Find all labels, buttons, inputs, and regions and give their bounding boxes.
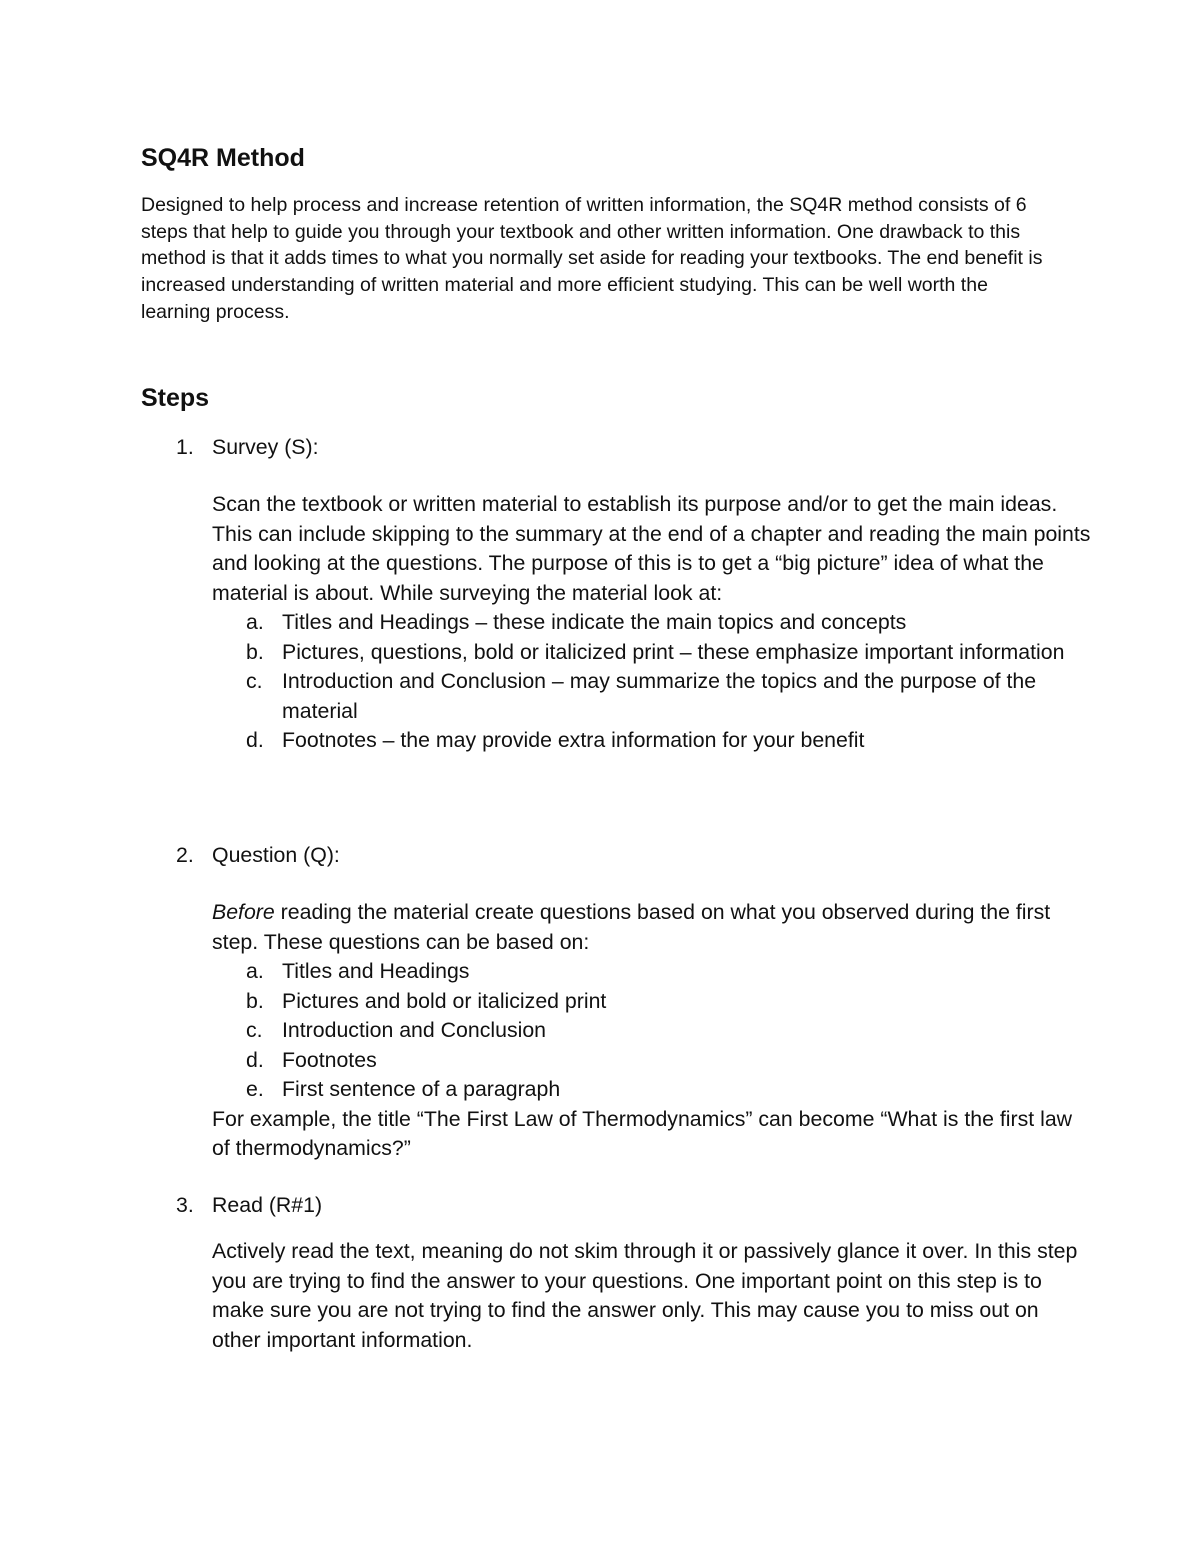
list-item-text: Titles and Headings (282, 959, 470, 983)
list-item-letter: b. (246, 639, 264, 664)
list-item-text: Introduction and Conclusion (282, 1018, 547, 1042)
list-item-text: Titles and Headings – these indicate the main topics and concepts (282, 610, 907, 634)
step-1-content (212, 490, 1092, 756)
step-3-heading (176, 1191, 322, 1221)
list-item-text: Footnotes – the may provide extra information for your benefit (282, 728, 865, 752)
list-item-letter: d. (246, 728, 264, 752)
list-item (212, 1075, 1092, 1105)
step-1-label: Survey (S): (212, 435, 319, 459)
list-item (212, 1016, 1092, 1046)
list-item-text: Introduction and Conclusion – may summarize the topics and the purpose of the material (282, 669, 1037, 723)
step-2-label: Question (Q): (212, 843, 340, 867)
list-item (212, 608, 1092, 638)
list-item-letter: c. (246, 669, 263, 693)
list-item (212, 987, 1092, 1017)
step-3-label: Read (R#1) (212, 1193, 323, 1217)
step-2-body-text: reading the material create questions based on what you observed during the first step. These questions can be based on: (212, 900, 1051, 954)
step-1-number: 1. (176, 435, 194, 459)
step-2-heading (176, 841, 340, 871)
list-item (212, 957, 1092, 987)
steps-heading: Steps (141, 384, 210, 412)
list-item-letter: a. (246, 959, 264, 983)
list-item-text: Footnotes (282, 1047, 377, 1072)
list-item (212, 726, 1092, 756)
list-item-letter: e. (246, 1077, 264, 1101)
step-2-body (212, 898, 1092, 957)
list-item-letter: c. (246, 1018, 263, 1042)
list-item-text: Pictures and bold or italicized print (282, 988, 607, 1013)
step-3-content (212, 1237, 1092, 1355)
step-1-body: Scan the textbook or written material to establish its purpose and/or to get the main ideas. This can include skipping to the summary at the end of a chapter and reading the main points and looking at the questions. The purpose of this is to get a “big picture” idea of what the material is about. While surveying the material look at: (212, 492, 1091, 605)
step-2-list (212, 957, 1092, 1105)
step-1-list (212, 608, 1092, 756)
step-2-body-emphasis: Before (212, 900, 275, 924)
list-item (212, 667, 1092, 726)
step-2-content (212, 898, 1092, 1164)
list-item-text: First sentence of a paragraph (282, 1077, 561, 1101)
step-2-example: For example, the title “The First Law of Thermodynamics” can become “What is the first law of thermodynamics?” (212, 1106, 1073, 1160)
list-item (212, 1046, 1092, 1076)
step-3-body: Actively read the text, meaning do not skim through it or passively glance it over. In this step you are trying to find the answer to your questions. One important point on this step is to make sure you are not trying to find the answer only. This may cause you to miss out on other important information. (212, 1239, 1078, 1352)
step-1-heading (176, 433, 319, 463)
list-item (212, 638, 1092, 668)
document-title: SQ4R Method (141, 144, 305, 172)
list-item-letter: a. (246, 610, 264, 634)
list-item-text: Pictures, questions, bold or italicized print – these emphasize important information (282, 639, 1065, 664)
step-3-number: 3. (176, 1193, 194, 1217)
intro-paragraph: Designed to help process and increase retention of written information, the SQ4R method consists of 6 steps that help to guide you through your textbook and other written information. One drawback to this method is that it adds times to what you normally set aside for reading your textbooks. The end benefit is increased understanding of written material and more efficient studying. This can be well worth the learning process. (141, 194, 1043, 323)
list-item-letter: d. (246, 1047, 264, 1072)
step-2-number: 2. (176, 843, 194, 867)
list-item-letter: b. (246, 988, 264, 1013)
